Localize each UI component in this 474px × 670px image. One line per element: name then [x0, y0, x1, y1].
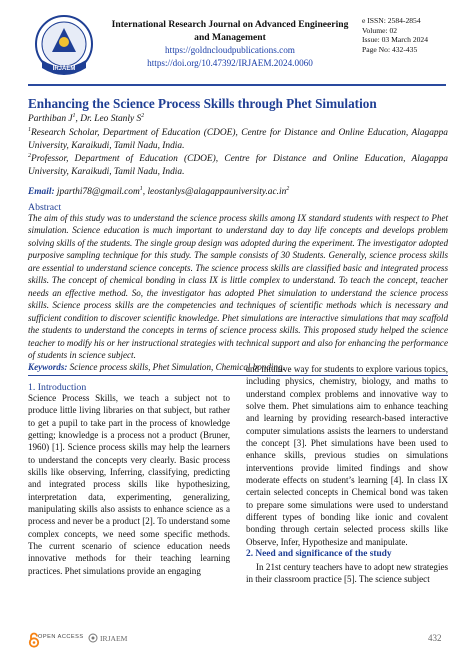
journal-title-line1: International Research Journal on Advanced Engineering	[111, 19, 349, 30]
intro-text: Science Process Skills, we teach a subject not to produce little living libraries on that subject, but rather to get a pupil to take part in the process of knowledge getting; knowledge is a process not a product (Bruner, 1960) [1]. Science process skills may help the learners to understand the concepts very clearly. Basic process skills like observing, Inferring, classifying, predicting and integrated process skills like hypothesizing, interpretation data, experimenting, generalizing, manipulating skills also assists to enhance science as a process and never be a product [2]. To understand some complex concepts, we need some specific methods. The current scenario of science education needs innovative methods for their teaching learning practices. Phet simulations provide an engaging	[28, 393, 230, 576]
aff1-sup: 1	[28, 127, 31, 133]
issn: e ISSN: 2584-2854	[362, 16, 421, 25]
footer-journal-abbrev: IRJAEM	[100, 634, 128, 643]
keywords-text: Science process skills, Phet Simulation, Chemical bonding.	[67, 362, 285, 372]
header-divider	[28, 84, 446, 86]
email-2[interactable]: , leostanlys@alagappauniversity.ac.in	[142, 187, 287, 198]
right-column-text: and intuitive way for students to explore various topics, including physics, chemistry, biology, and maths to understand complex problems and innovative way to solve them. Phet simulations aim to enhance teaching and learning by providing research-based interactive computer simulations assists the learners to understand the concept [3]. Phet simulations have been used to enhance skills, previous studies on simulations interventions provide limited findings and show moderate effects on student’s learning [4]. In class IX certain selected concepts in Chemical bond was taken to prepare some simulations were used to understand different types of bonding like ionic and covalent bonding through certain selected process skills like Observe, Infer, Hypothesize and manipulate.	[246, 364, 448, 547]
author-2-sup: 2	[141, 113, 145, 119]
issue-info	[362, 16, 472, 54]
email-1[interactable]: jparthi78@gmail.com	[54, 187, 140, 198]
email-1-sup: 1	[139, 186, 143, 192]
doi-link[interactable]: https://doi.org/10.47392/IRJAEM.2024.0060	[147, 58, 313, 68]
aff2-text: Professor, Department of Education (CDOE), Centre for Distance and Online Education, Alagappa University, Karaikudi, Tamil Nadu, India.	[28, 154, 448, 177]
aff1-text: Research Scholar, Department of Education (CDOE), Centre for Distance and Online Education, Alagappa University, Karaikudi, Tamil Nadu, India.	[28, 128, 448, 151]
email-2-sup: 2	[286, 186, 290, 192]
email-label: Email:	[28, 187, 55, 198]
journal-title-line2: and Management	[194, 32, 266, 43]
affiliation-2	[28, 150, 448, 178]
authors	[28, 111, 144, 125]
email-line	[28, 186, 448, 197]
volume: Volume: 02	[362, 25, 398, 35]
abstract-heading: Abstract	[28, 202, 62, 213]
aff2-sup: 2	[28, 153, 31, 159]
license-icon	[88, 633, 98, 643]
keywords-label: Keywords:	[28, 362, 68, 372]
page-footer	[28, 632, 448, 652]
issue: Issue: 03 March 2024	[362, 35, 429, 45]
journal-logo	[28, 12, 100, 82]
author-2: , Dr. Leo Stanly S	[75, 114, 142, 125]
need-text: In 21st century teachers have to adopt new strategies in their classroom practice [5]. The science subject	[246, 561, 448, 584]
intro-heading: 1. Introduction	[28, 382, 87, 393]
author-1-sup: 1	[72, 113, 76, 119]
page-range: Page No: 432-435	[362, 44, 418, 54]
open-access-label: OPEN ACCESS	[38, 634, 84, 640]
logo-text: IRJAEM	[52, 66, 76, 72]
need-heading: 2. Need and significance of the study	[246, 549, 392, 560]
affiliation-1	[28, 124, 448, 152]
journal-header	[104, 18, 356, 70]
abstract-text: The aim of this study was to understand the science process skills among IX standard students with respect to Phet simulation. Science education is much important to understand day to day life concepts and develops problem solving skills of the students. The single group design was adopted during the experiment. The investigator adopted purposive sampling technique for this study. The sample consists of 30 Students. Generally, science process skills are essential to understand science concepts. The science process skills are classified basic and integrated process skills. The concept of chemical bonding in class IX is little complex to understand. To teach the concept, teacher needs an effective method. So, the investigator has adopted Phet simulation to understand the science process skills. Science process skills are the competencies and techniques of scientific methods which is necessary and sufficient condition to discover scientific knowledge. Phet simulations are interactive simulations that may scaffold the students to understand the concepts in terms of science process skills. This proposed study helped the science teacher to modify his or her instructional strategies with technical support and also for enhancing the performance of students in science subject.	[28, 213, 448, 360]
journal-url-link[interactable]: https://goldncloudpublications.com	[165, 45, 295, 55]
author-1: Parthiban J	[28, 114, 73, 125]
right-column	[246, 363, 448, 585]
page-number: 432	[428, 633, 442, 643]
article-title: Enhancing the Science Process Skills through Phet Simulation	[28, 96, 377, 111]
